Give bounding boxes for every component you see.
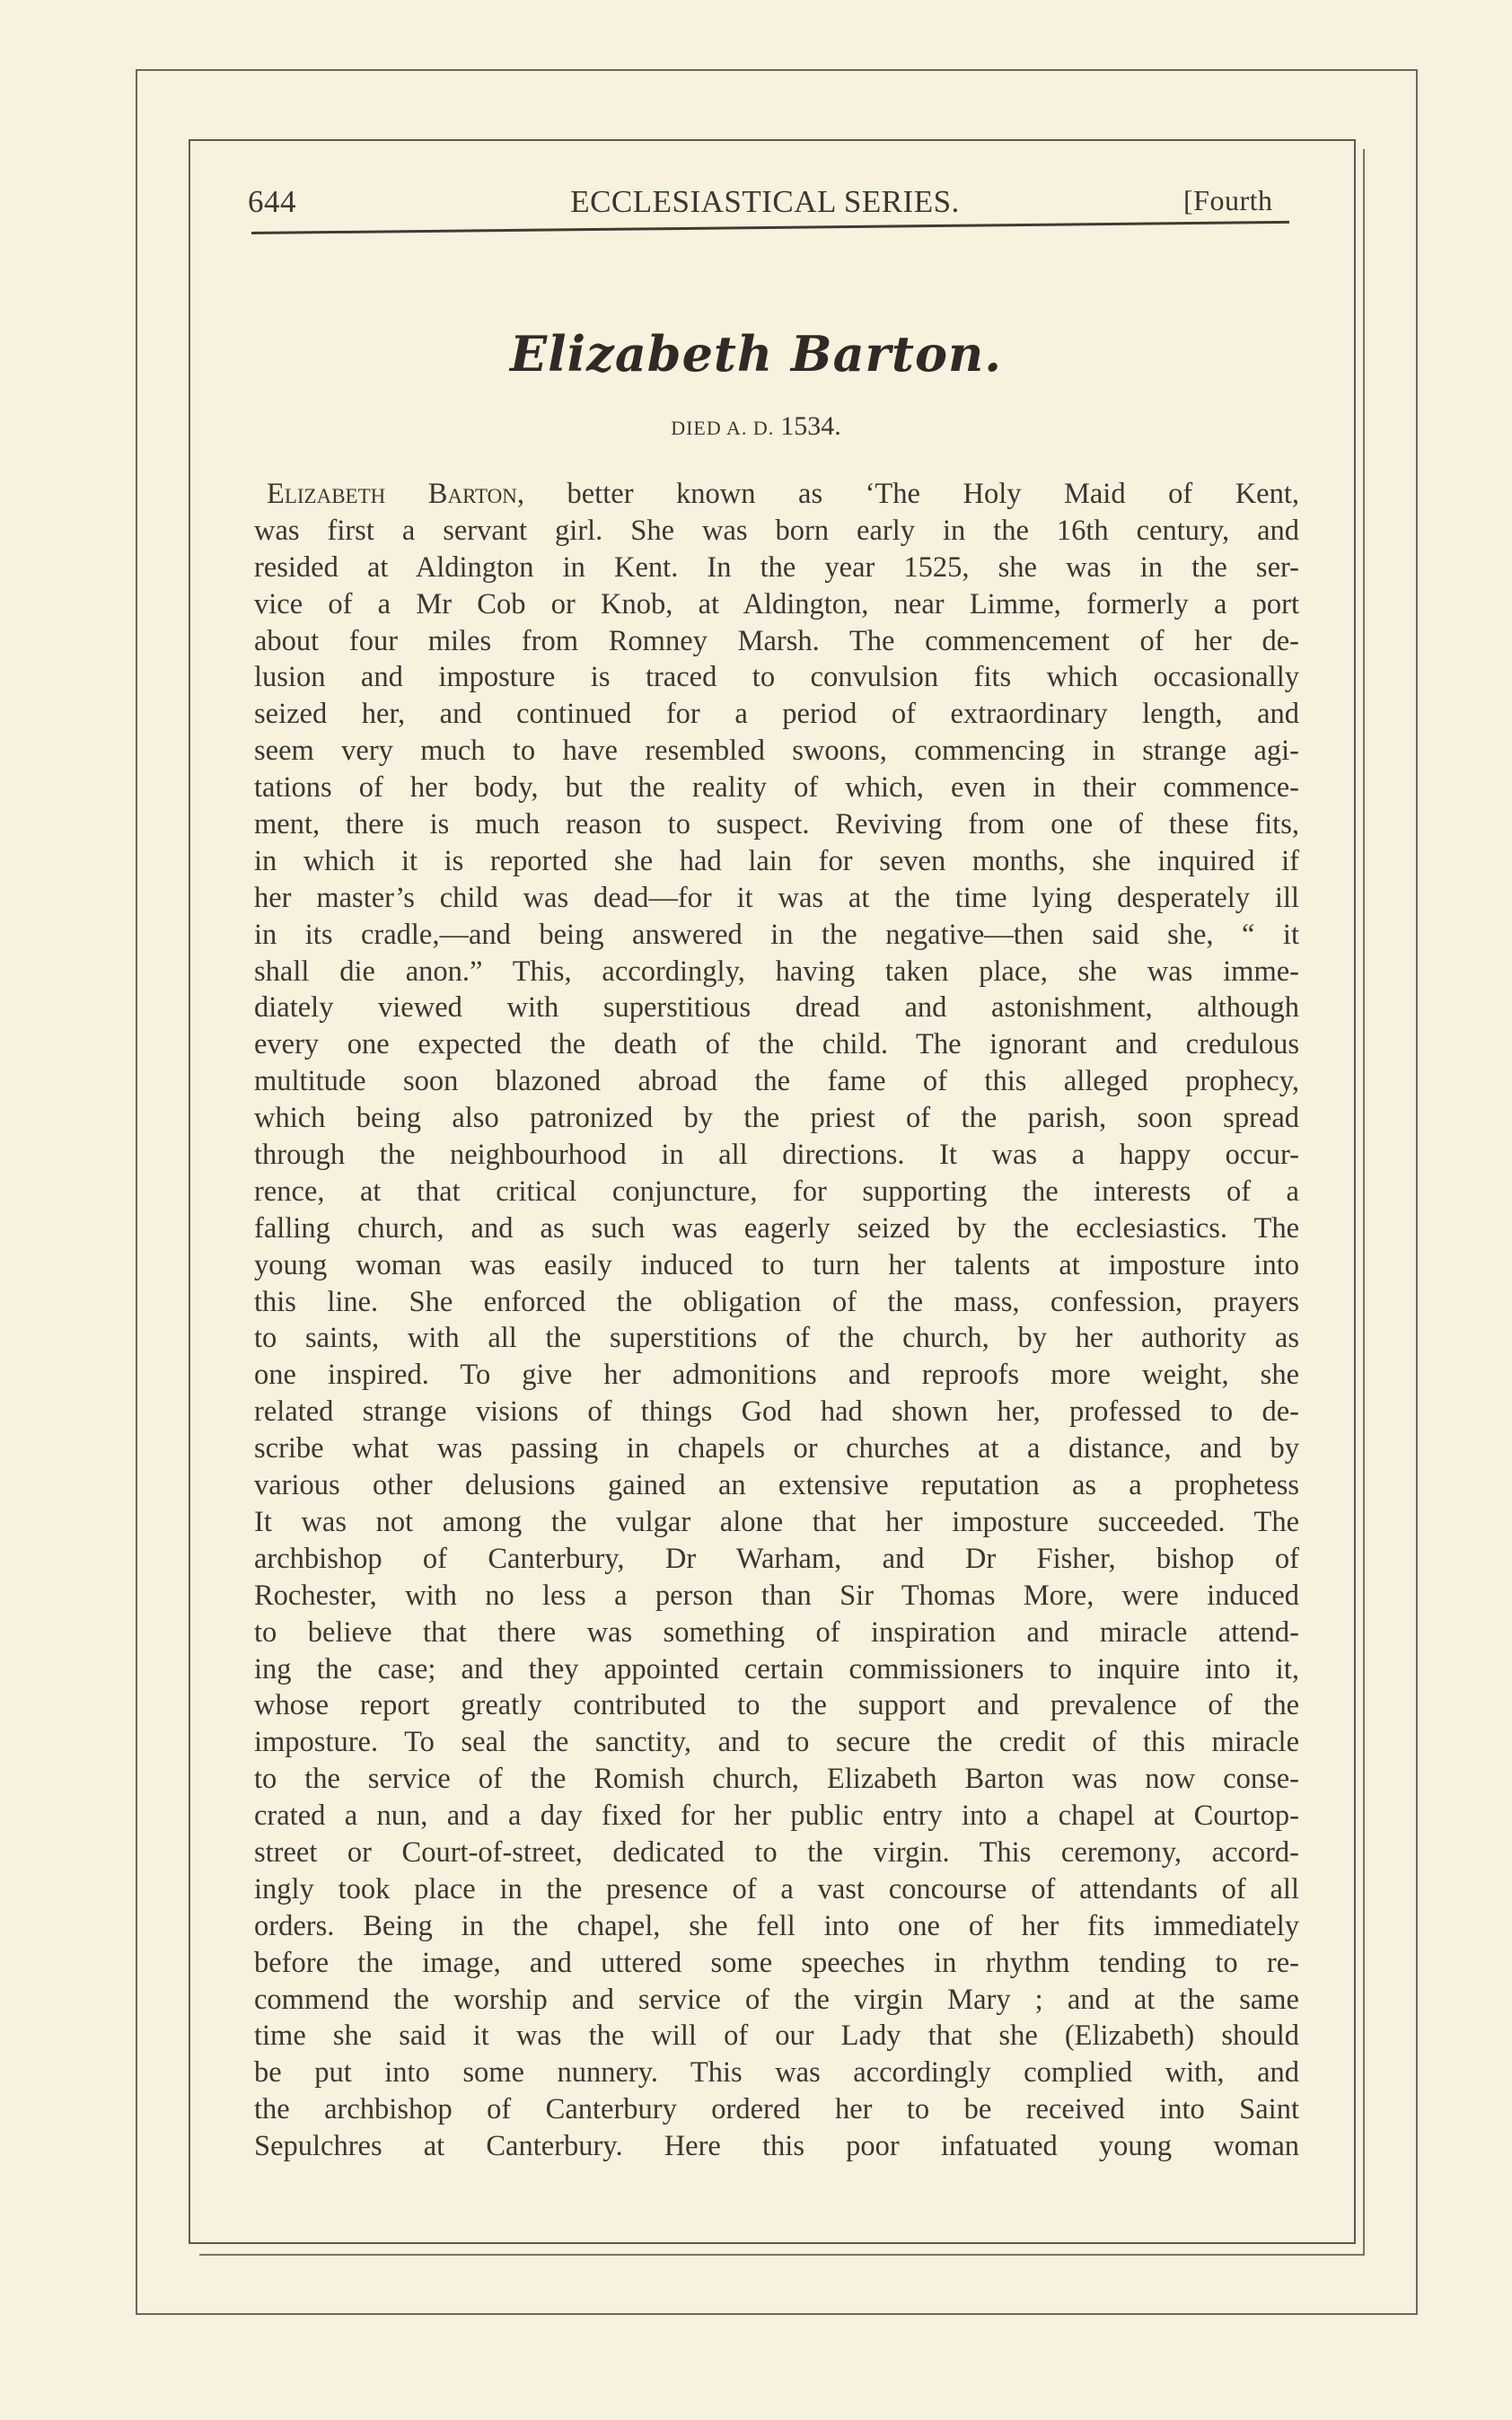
body-line-text: rence, at that critical conjuncture, for supporting the interests of a	[254, 1175, 1299, 1208]
died-label: DIED A. D.	[671, 417, 775, 439]
body-line-text: street or Court-of-street, dedicated to the virgin. This ceremony, accord-	[254, 1835, 1299, 1869]
body-line	[254, 917, 1299, 954]
body-line-text: vice of a Mr Cob or Knob, at Aldington, near Limme, formerly a port	[254, 587, 1299, 620]
body-line	[254, 1835, 1299, 1871]
body-line	[254, 1651, 1299, 1688]
body-line-text: tations of her body, but the reality of which, even in their commence-	[254, 771, 1299, 805]
body-line-text: was first a servant girl. She was born early in the 16th century, and	[254, 514, 1299, 547]
body-line-text: ing the case; and they appointed certain commissioners to inquire into it,	[254, 1652, 1299, 1685]
body-line-text: resided at Aldington in Kent. In the year 1525, she was in the ser-	[254, 550, 1299, 584]
body-line-text: lusion and imposture is traced to convulsion fits which occasionally	[254, 661, 1299, 694]
article-body	[254, 476, 1299, 2165]
body-line	[254, 880, 1299, 917]
body-line	[254, 1174, 1299, 1210]
body-line	[254, 1615, 1299, 1651]
body-line-text: scribe what was passing in chapels or churches at a distance, and by	[254, 1432, 1299, 1465]
body-line-text: multitude soon blazoned abroad the fame of this alleged prophecy,	[254, 1065, 1299, 1098]
body-line-text: ment, there is much reason to suspect. Reviving from one of these fits,	[254, 808, 1299, 841]
body-line-text: to the service of the Romish church, Elizabeth Barton was now conse-	[254, 1763, 1299, 1796]
body-line	[254, 1945, 1299, 1982]
body-line-text: about four miles from Romney Marsh. The commencement of her de-	[254, 624, 1299, 657]
body-line-text: through the neighbourhood in all directions. It was a happy occur-	[254, 1139, 1299, 1172]
body-line-text: various other delusions gained an extensive reputation as a prophetess	[254, 1469, 1299, 1502]
body-line	[254, 1320, 1299, 1357]
body-line-text: before the image, and uttered some speeches in rhythm tending to re-	[254, 1946, 1299, 1979]
body-line-text: be put into some nunnery. This was accordingly complied with, and	[254, 2056, 1299, 2090]
body-line-text: in its cradle,—and being answered in the negative—then said she, “ it	[254, 918, 1299, 951]
body-line	[254, 1026, 1299, 1063]
body-line	[254, 1578, 1299, 1615]
body-line	[254, 550, 1299, 586]
lead-name: Elizabeth Barton,	[267, 478, 525, 510]
page-number: 644	[248, 184, 296, 219]
body-line	[254, 1908, 1299, 1945]
body-line-text: in which it is reported she had lain for seven months, she inquired if	[254, 844, 1299, 877]
body-line-text: every one expected the death of the child. The ignorant and credulous	[254, 1028, 1299, 1061]
body-line	[254, 1982, 1299, 2019]
body-line	[254, 1137, 1299, 1174]
running-title: ECCLESIASTICAL SERIES.	[570, 184, 960, 219]
body-line-text: seized her, and continued for a period of extraordinary length, and	[254, 698, 1299, 731]
article-title: Elizabeth Barton.	[509, 325, 1003, 383]
body-line	[254, 1467, 1299, 1504]
body-line-text: crated a nun, and a day fixed for her public entry into a chapel at Courtop-	[254, 1800, 1299, 1833]
body-line-text: to believe that there was something of inspiration and miracle attend-	[254, 1615, 1299, 1649]
body-line-text: one inspired. To give her admonitions and reproofs more weight, she	[254, 1359, 1299, 1392]
article-subtitle	[0, 411, 1512, 442]
body-line	[254, 2055, 1299, 2091]
body-line	[254, 1100, 1299, 1137]
body-line-text: time she said it was the will of our Lady that she (Elizabeth) should	[254, 2020, 1299, 2053]
body-line-text: falling church, and as such was eagerly seized by the ecclesiastics. The	[254, 1211, 1299, 1245]
body-line-text: whose report greatly contributed to the support and prevalence of the	[254, 1689, 1299, 1722]
body-line	[254, 2128, 1299, 2165]
body-line-text: young woman was easily induced to turn her talents at imposture into	[254, 1248, 1299, 1281]
body-line-text: commend the worship and service of the virgin Mary ; and at the same	[254, 1983, 1299, 2016]
body-line	[254, 1430, 1299, 1467]
body-line-text: her master’s child was dead—for it was at the time lying desperately ill	[254, 881, 1299, 914]
body-line-text: It was not among the vulgar alone that her imposture succeeded. The	[254, 1505, 1299, 1538]
body-line	[254, 770, 1299, 806]
body-line-text: orders. Being in the chapel, she fell into one of her fits immediately	[254, 1909, 1299, 1942]
body-line	[254, 1357, 1299, 1394]
body-line	[254, 1247, 1299, 1284]
body-line	[254, 1284, 1299, 1321]
body-line	[254, 476, 1299, 513]
body-line	[254, 1063, 1299, 1100]
body-line	[254, 990, 1299, 1026]
body-line	[254, 623, 1299, 660]
body-line-text: Rochester, with no less a person than Sir Thomas More, were induced	[254, 1579, 1299, 1612]
body-line-text: imposture. To seal the sanctity, and to secure the credit of this miracle	[254, 1726, 1299, 1759]
body-line-text: ingly took place in the presence of a vast concourse of attendants of all	[254, 1872, 1299, 1905]
body-line-text: diately viewed with superstitious dread and astonishment, although	[254, 991, 1299, 1025]
body-line-text: shall die anon.” This, accordingly, having taken place, she was imme-	[254, 955, 1299, 988]
died-year: 1534.	[780, 411, 841, 441]
body-line	[254, 1871, 1299, 1908]
body-line	[254, 843, 1299, 880]
body-line-text: to saints, with all the superstitions of the church, by her authority as	[254, 1322, 1299, 1355]
body-line	[254, 1798, 1299, 1835]
body-line	[254, 2018, 1299, 2055]
body-line	[254, 1210, 1299, 1247]
body-line	[254, 806, 1299, 843]
body-line	[254, 1394, 1299, 1430]
body-line-text: this line. She enforced the obligation of the mass, confession, prayers	[254, 1285, 1299, 1318]
body-line	[254, 2091, 1299, 2128]
body-line	[254, 513, 1299, 550]
body-line	[254, 1504, 1299, 1541]
body-line	[254, 733, 1299, 770]
body-line-text: the archbishop of Canterbury ordered her to be received into Saint	[254, 2093, 1299, 2126]
body-line	[254, 696, 1299, 733]
body-line	[254, 1724, 1299, 1761]
body-line-text: which being also patronized by the priest of the parish, soon spread	[254, 1102, 1299, 1135]
body-line	[254, 1541, 1299, 1578]
body-line-text: Sepulchres at Canterbury. Here this poor infatuated young woman	[254, 2130, 1299, 2163]
body-line-text: related strange visions of things God had shown her, professed to de-	[254, 1395, 1299, 1429]
body-line	[254, 954, 1299, 990]
body-line-text: better known as ‘The Holy Maid of Kent,	[524, 478, 1299, 510]
section-label: [Fourth	[1183, 184, 1273, 216]
body-line	[254, 1687, 1299, 1724]
body-line	[254, 586, 1299, 623]
body-line	[254, 1761, 1299, 1798]
body-line-text: seem very much to have resembled swoons, commencing in strange agi-	[254, 735, 1299, 768]
body-line-text: archbishop of Canterbury, Dr Warham, and Dr Fisher, bishop of	[254, 1542, 1299, 1575]
body-line	[254, 659, 1299, 696]
